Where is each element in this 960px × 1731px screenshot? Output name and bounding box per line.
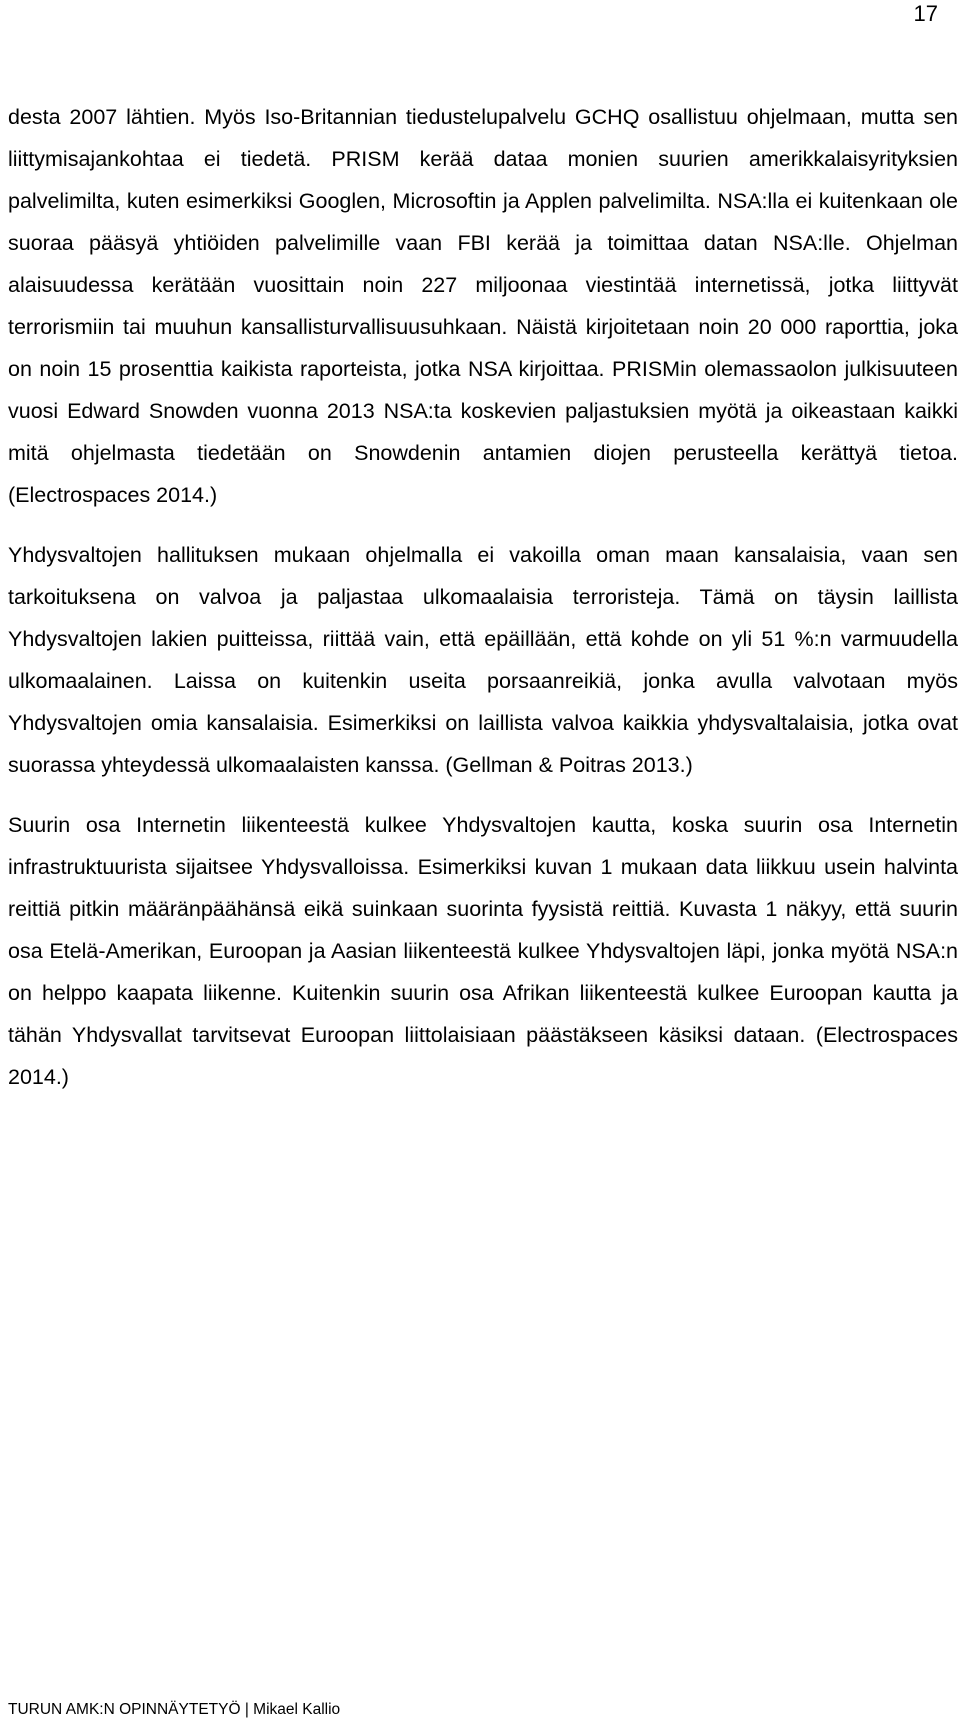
page-footer: TURUN AMK:N OPINNÄYTETYÖ | Mikael Kallio <box>8 1701 341 1718</box>
page-number: 17 <box>913 1 938 26</box>
paragraph-us-government-position: Yhdysvaltojen hallituksen mukaan ohjelmalla ei vakoilla oman maan kansalaisia, vaan sen tarkoituksena on valvoa ja paljastaa ulkomaalaisia terroristeja. Tämä on täysin laillista Yhdysvaltojen lakien puitteissa, riittää vain, että epäillään, että kohde on yli 51 %:n varmuudella ulkomaalainen. Laissa on kuitenkin useita porsaanreikiä, jonka avulla valvotaan myös Yhdysvaltojen omia kansalaisia. Esimerkiksi on laillista valvoa kaikkia yhdysvaltalaisia, jotka ovat suorassa yhteydessä ulkomaalaisten kanssa. (Gellman & Poitras 2013.) <box>8 543 958 777</box>
paragraph-prism-overview: desta 2007 lähtien. Myös Iso-Britannian tiedustelupalvelu GCHQ osallistuu ohjelmaan, mutta sen liittymisajankohtaa ei tiedetä. PRISM kerää dataa monien suurien amerikkalaisyrityksien palvelimilta, kuten esimerkiksi Googlen, Microsoftin ja Applen palvelimilta. NSA:lla ei kuitenkaan ole suoraa pääsyä yhtiöiden palvelimille vaan FBI kerää ja toimittaa datan NSA:lle. Ohjelman alaisuudessa kerätään vuosittain noin 227 miljoonaa viestintää internetissä, jotka liittyvät terrorismiin tai muuhun kansallisturvallisuusuhkaan. Näistä kirjoitetaan noin 20 000 raporttia, joka on noin 15 prosenttia kaikista raporteista, jotka NSA kirjoittaa. PRISMin olemassaolon julkisuuteen vuosi Edward Snowden vuonna 2013 NSA:ta koskevien paljastuksien myötä ja oikeastaan kaikki mitä ohjelmasta tiedetään on Snowdenin antamien diojen perusteella kerättyä tietoa. (Electrospaces 2014.) <box>8 105 958 507</box>
paragraph-internet-traffic: Suurin osa Internetin liikenteestä kulkee Yhdysvaltojen kautta, koska suurin osa Internetin infrastruktuurista sijaitsee Yhdysvalloissa. Esimerkiksi kuvan 1 mukaan data liikkuu usein halvinta reittiä pitkin määränpäähänsä eikä suinkaan suorinta fyysistä reittiä. Kuvasta 1 näkyy, että suurin osa Etelä-Amerikan, Euroopan ja Aasian liikenteestä kulkee Yhdysvaltojen läpi, jonka myötä NSA:n on helppo kaapata liikenne. Kuitenkin suurin osa Afrikan liikenteestä kulkee Euroopan kautta ja tähän Yhdysvallat tarvitsevat Euroopan liittolaisiaan päästäkseen käsiksi dataan. (Electrospaces 2014.) <box>8 813 958 1089</box>
body-text <box>8 96 958 1098</box>
